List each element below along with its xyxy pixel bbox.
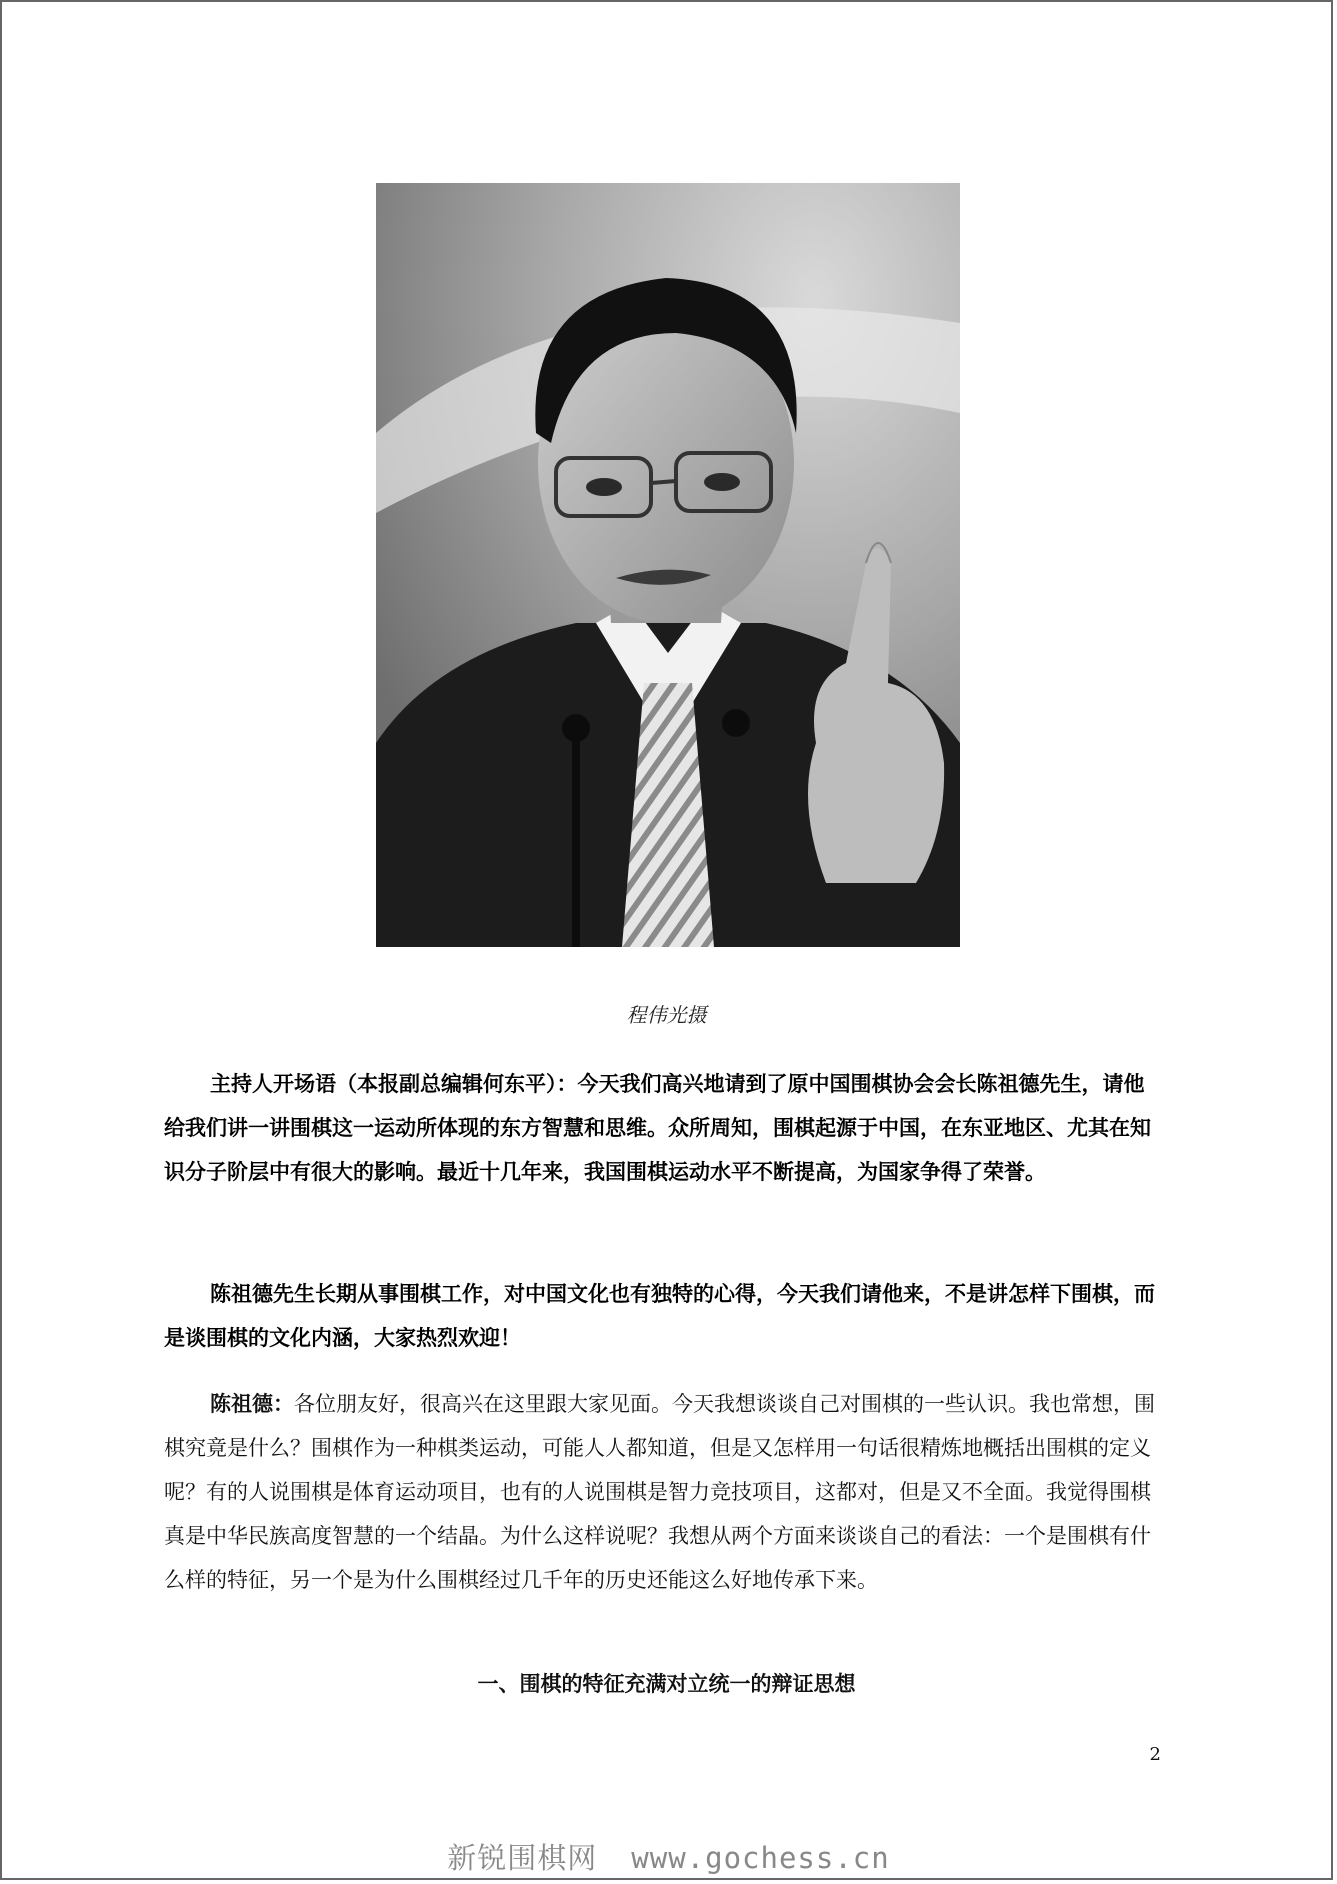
- speaker-label: 陈祖德：: [210, 1391, 294, 1416]
- paragraph-text: 主持人开场语（本报副总编辑何东平）：今天我们高兴地请到了原中国围棋协会会长陈祖德先生，请他给我们讲一讲围棋这一运动所体现的东方智慧和思维。众所周知，围棋起源于中国，在东亚地区、尤其在知识分子阶层中有很大的影响。最近十几年来，我国围棋运动水平不断提高，为国家争得了荣誉。: [164, 1071, 1151, 1184]
- watermark-url: www.gochess.cn: [631, 1841, 890, 1875]
- paragraph-text: 各位朋友好，很高兴在这里跟大家见面。今天我想谈谈自己对围棋的一些认识。我也常想，围棋究竟是什么？围棋作为一种棋类运动，可能人人都知道，但是又怎样用一句话很精炼地概括出围棋的定义呢？有的人说围棋是体育运动项目，也有的人说围棋是智力竞技项目，这都对，但是又不全面。我觉得围棋真是中华民族高度智慧的一个结晶。为什么这样说呢？我想从两个方面来谈谈自己的看法：一个是围棋有什么样的特征，另一个是为什么围棋经过几千年的历史还能这么好地传承下来。: [164, 1392, 1155, 1592]
- paragraph-text: 陈祖德先生长期从事围棋工作，对中国文化也有独特的心得，今天我们请他来，不是讲怎样下围棋，而是谈围棋的文化内涵，大家热烈欢迎！: [164, 1281, 1155, 1350]
- section-heading: 一、围棋的特征充满对立统一的辩证思想: [477, 1671, 856, 1696]
- host-intro-paragraph: [164, 1062, 1162, 1194]
- watermark-site-name: 新锐围棋网: [447, 1841, 598, 1875]
- page-number: 2: [1149, 1744, 1161, 1765]
- photo-caption: 程伟光摄: [626, 1003, 707, 1027]
- portrait-photo: [376, 183, 960, 947]
- welcome-paragraph: [164, 1272, 1162, 1360]
- site-watermark: [0, 1836, 1337, 1877]
- speaker-paragraph: [164, 1382, 1162, 1602]
- portrait-illustration: [376, 183, 960, 947]
